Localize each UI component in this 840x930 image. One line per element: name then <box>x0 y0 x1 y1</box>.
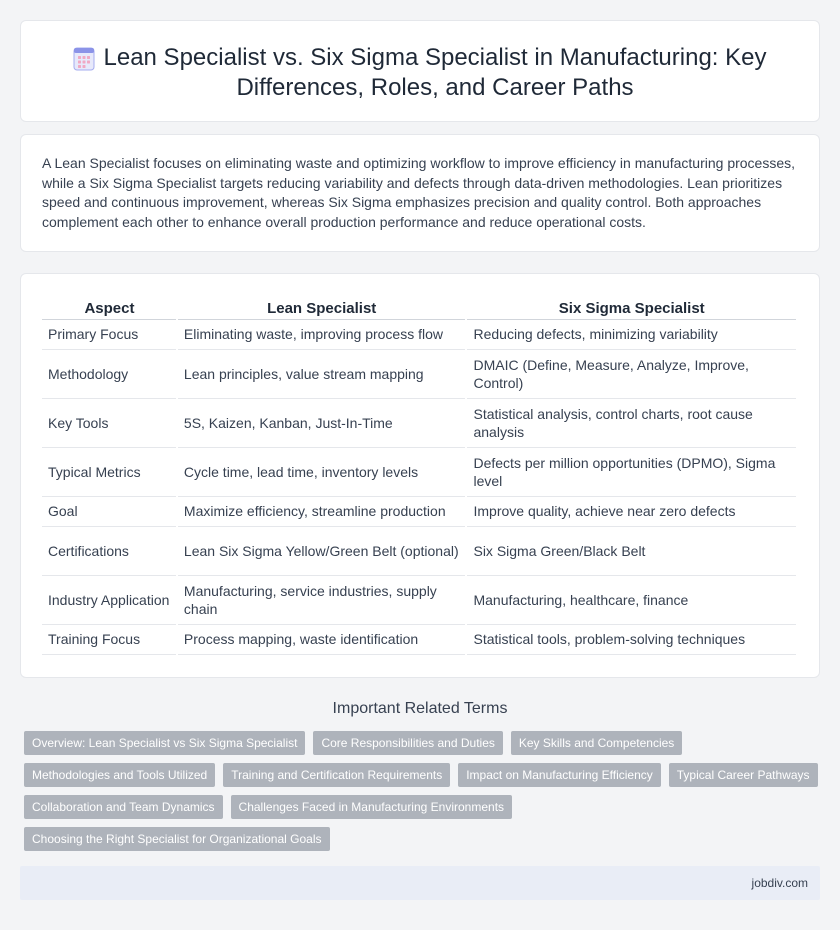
table-cell: 5S, Kaizen, Kanban, Just-In-Time <box>177 398 467 447</box>
related-terms-section <box>20 698 820 846</box>
table-cell: Manufacturing, healthcare, finance <box>466 575 797 624</box>
related-tag[interactable]: Collaboration and Team Dynamics <box>24 795 223 819</box>
table-cell: Eliminating waste, improving process flow <box>177 319 467 349</box>
related-tag[interactable]: Methodologies and Tools Utilized <box>24 763 215 787</box>
table-cell: Lean Six Sigma Yellow/Green Belt (optional) <box>177 526 467 575</box>
tag-row <box>24 763 820 787</box>
related-tag[interactable]: Typical Career Pathways <box>669 763 818 787</box>
table-row <box>42 319 797 349</box>
table-cell: Six Sigma Green/Black Belt <box>466 526 797 575</box>
table-cell: Process mapping, waste identification <box>177 624 467 654</box>
table-header-row <box>42 295 797 319</box>
related-tag[interactable]: Choosing the Right Specialist for Organizational Goals <box>24 827 330 851</box>
table-row <box>42 447 797 496</box>
table-cell: Statistical analysis, control charts, root cause analysis <box>466 398 797 447</box>
comparison-table-card <box>20 273 820 678</box>
related-tag[interactable]: Challenges Faced in Manufacturing Environments <box>231 795 512 819</box>
header-card <box>20 20 820 122</box>
page-title: Lean Specialist vs. Six Sigma Specialist in Manufacturing: Key Differences, Roles, and Career Paths <box>103 44 767 101</box>
related-tag[interactable]: Impact on Manufacturing Efficiency <box>458 763 661 787</box>
table-cell: DMAIC (Define, Measure, Analyze, Improve, Control) <box>466 349 797 398</box>
table-cell: Key Tools <box>42 398 177 447</box>
table-cell: Training Focus <box>42 624 177 654</box>
table-row <box>42 398 797 447</box>
table-cell: Goal <box>42 496 177 526</box>
table-cell: Lean principles, value stream mapping <box>177 349 467 398</box>
header-six-sigma-specialist: Six Sigma Specialist <box>466 295 797 319</box>
table-cell: Defects per million opportunities (DPMO), Sigma level <box>466 447 797 496</box>
table-cell: Improve quality, achieve near zero defects <box>466 496 797 526</box>
table-cell: Methodology <box>42 349 177 398</box>
table-row <box>42 526 797 575</box>
related-tag[interactable]: Key Skills and Competencies <box>511 731 682 755</box>
table-cell: Reducing defects, minimizing variability <box>466 319 797 349</box>
header-aspect: Aspect <box>42 295 177 319</box>
table-cell: Typical Metrics <box>42 447 177 496</box>
table-cell: Cycle time, lead time, inventory levels <box>177 447 467 496</box>
table-row <box>42 496 797 526</box>
intro-card <box>20 134 820 252</box>
related-tag[interactable]: Core Responsibilities and Duties <box>313 731 502 755</box>
table-cell: Manufacturing, service industries, supply chain <box>177 575 467 624</box>
related-terms-title: Important Related Terms <box>332 700 508 717</box>
table-row <box>42 624 797 654</box>
table-row <box>42 575 797 624</box>
related-tag[interactable]: Training and Certification Requirements <box>223 763 450 787</box>
related-tag[interactable]: Overview: Lean Specialist vs Six Sigma Specialist <box>24 731 305 755</box>
table-row <box>42 349 797 398</box>
table-cell: Maximize efficiency, streamline production <box>177 496 467 526</box>
tag-row <box>24 795 820 819</box>
intro-paragraph: A Lean Specialist focuses on eliminating waste and optimizing workflow to improve efficiency in manufacturing processes, while a Six Sigma Specialist targets reducing variability and defects through data-driven methodologies. Lean prioritizes speed and continuous improvement, whereas Six Sigma emphasizes precision and quality control. Both approaches complement each other to enhance overall production performance and reduce operational costs. <box>42 155 796 230</box>
table-cell: Statistical tools, problem-solving techniques <box>466 624 797 654</box>
related-tags <box>24 731 820 859</box>
footer-site-link[interactable]: jobdiv.com <box>751 876 808 890</box>
tag-row <box>24 827 820 851</box>
table-cell: Certifications <box>42 526 177 575</box>
tag-row <box>24 731 820 755</box>
comparison-table <box>42 295 798 655</box>
table-cell: Industry Application <box>42 575 177 624</box>
header-lean-specialist: Lean Specialist <box>177 295 467 319</box>
table-cell: Primary Focus <box>42 319 177 349</box>
footer <box>20 866 820 900</box>
